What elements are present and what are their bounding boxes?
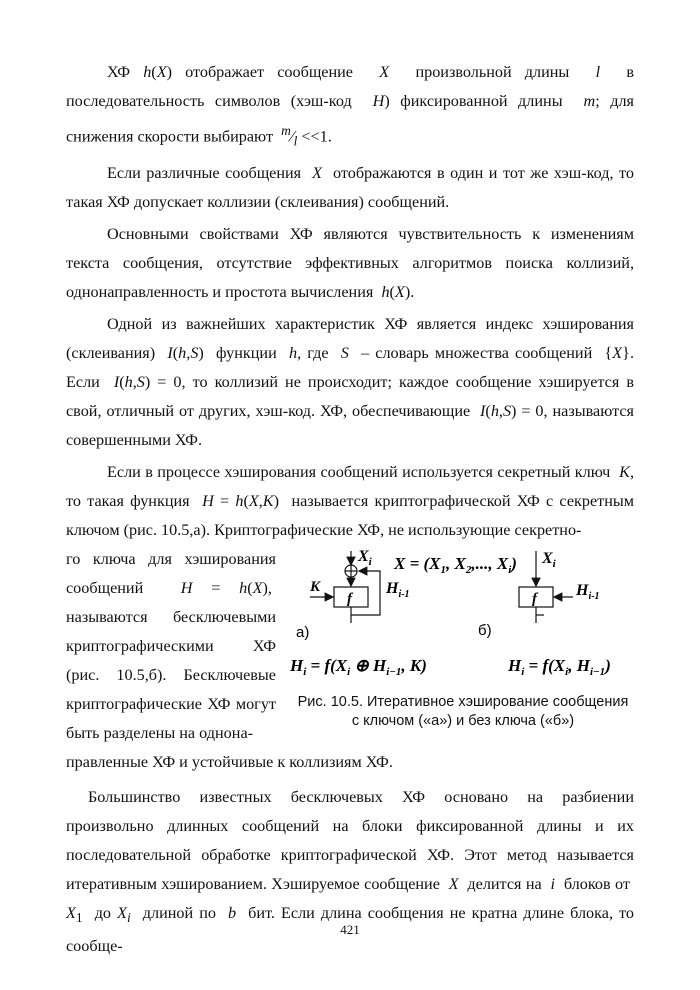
- label-a: а): [296, 623, 310, 641]
- figure-diagram: [288, 545, 638, 695]
- paragraph-2: Если различные сообщения X отображаются в один и тот же хэш-код, то такая ХФ допускает коллизии (склеивания) сообщений.: [66, 163, 635, 211]
- formula-b: $H_i = f(X_i$, $H_{i-1}$): [508, 655, 611, 678]
- figure-10-5: [288, 545, 638, 745]
- caption-line-2: с ключом («а») и без ключа («б»): [351, 712, 575, 729]
- h-prev-label-a: $H_{i-1}$: [386, 579, 410, 600]
- label-b: б): [478, 621, 492, 639]
- caption-line-1: Рис. 10.5. Итеративное хэширование сообщения: [297, 693, 629, 710]
- block-f-a: f: [347, 590, 352, 607]
- paragraph-5: Если в процессе хэширования сообщений используется секретный ключ K, то такая функция H = h(X,K) называется криптографической ХФ с секретным ключом (рис. 10.5,а). Криптографические ХФ, не использующие секретно-: [66, 462, 634, 539]
- page-body: [66, 58, 634, 964]
- xi-label-b: $X_i$: [542, 549, 556, 570]
- paragraph-6-float: го ключа для хэширования сообщений H = h(X), называются бесключевыми криптографическими ХФ (рис. 10.5,б). Бесключевые криптографические ХФ могут быть разделены на однона-: [66, 549, 276, 742]
- paragraph-1: ХФ h(X) отображает сообщение X произвольной длины l в последовательность символов (хэш-код H) фиксированной длины m; для снижения скорости выбирают $^m⁄_l <<1$.: [66, 63, 634, 149]
- paragraph-3: Основными свойствами ХФ являются чувствительность к изменениям текста сообщения, отсутствие эффективных алгоритмов поиска коллизий, однонаправленность и простота вычисления h(X).: [66, 224, 634, 301]
- key-label: K: [310, 578, 321, 595]
- paragraph-4: Одной из важнейших характеристик ХФ является индекс хэширования (склеивания) I(h,S) функции h, где S – словарь множества сообщений {X}. Если I(h,S) = 0, то коллизий не происходит; каждое сообщение хэшируется в свой, отличный от других, хэш-код. ХФ, обеспечивающие I(h,S) = 0, называются совершенными ХФ.: [66, 314, 634, 449]
- formula-a: $H_i = f(X_i$ ⊕ $H_{i-1}$, K): [290, 655, 427, 678]
- formula-x: $X = (X_1$, $X_2$,..., $X_i$): [394, 553, 517, 576]
- block-f-b: f: [532, 590, 537, 607]
- figure-caption: [288, 693, 638, 731]
- diagram-a: [296, 548, 410, 641]
- page-number: 421: [340, 922, 360, 937]
- xi-label-a: $X_i$: [358, 547, 372, 568]
- figure-section: [66, 545, 634, 748]
- paragraph-6-rest: правленные ХФ и устойчивые к коллизиям ХФ.: [66, 752, 393, 771]
- paragraph-7: Большинство известных бесключевых ХФ основано на разбиении произвольно длинных сообщений на блоки фиксированной длины и их последовательной обработке криптографической ХФ. Этот метод называется итеративным хэшированием. Хэшируемое сообщение X делится на i блоков от $X_1$ до $X_i$ длиной по b бит. Если длина сообщения не кратна длине блока, то сообще-: [66, 787, 634, 955]
- h-prev-label-b: $H_{i-1}$: [576, 581, 600, 602]
